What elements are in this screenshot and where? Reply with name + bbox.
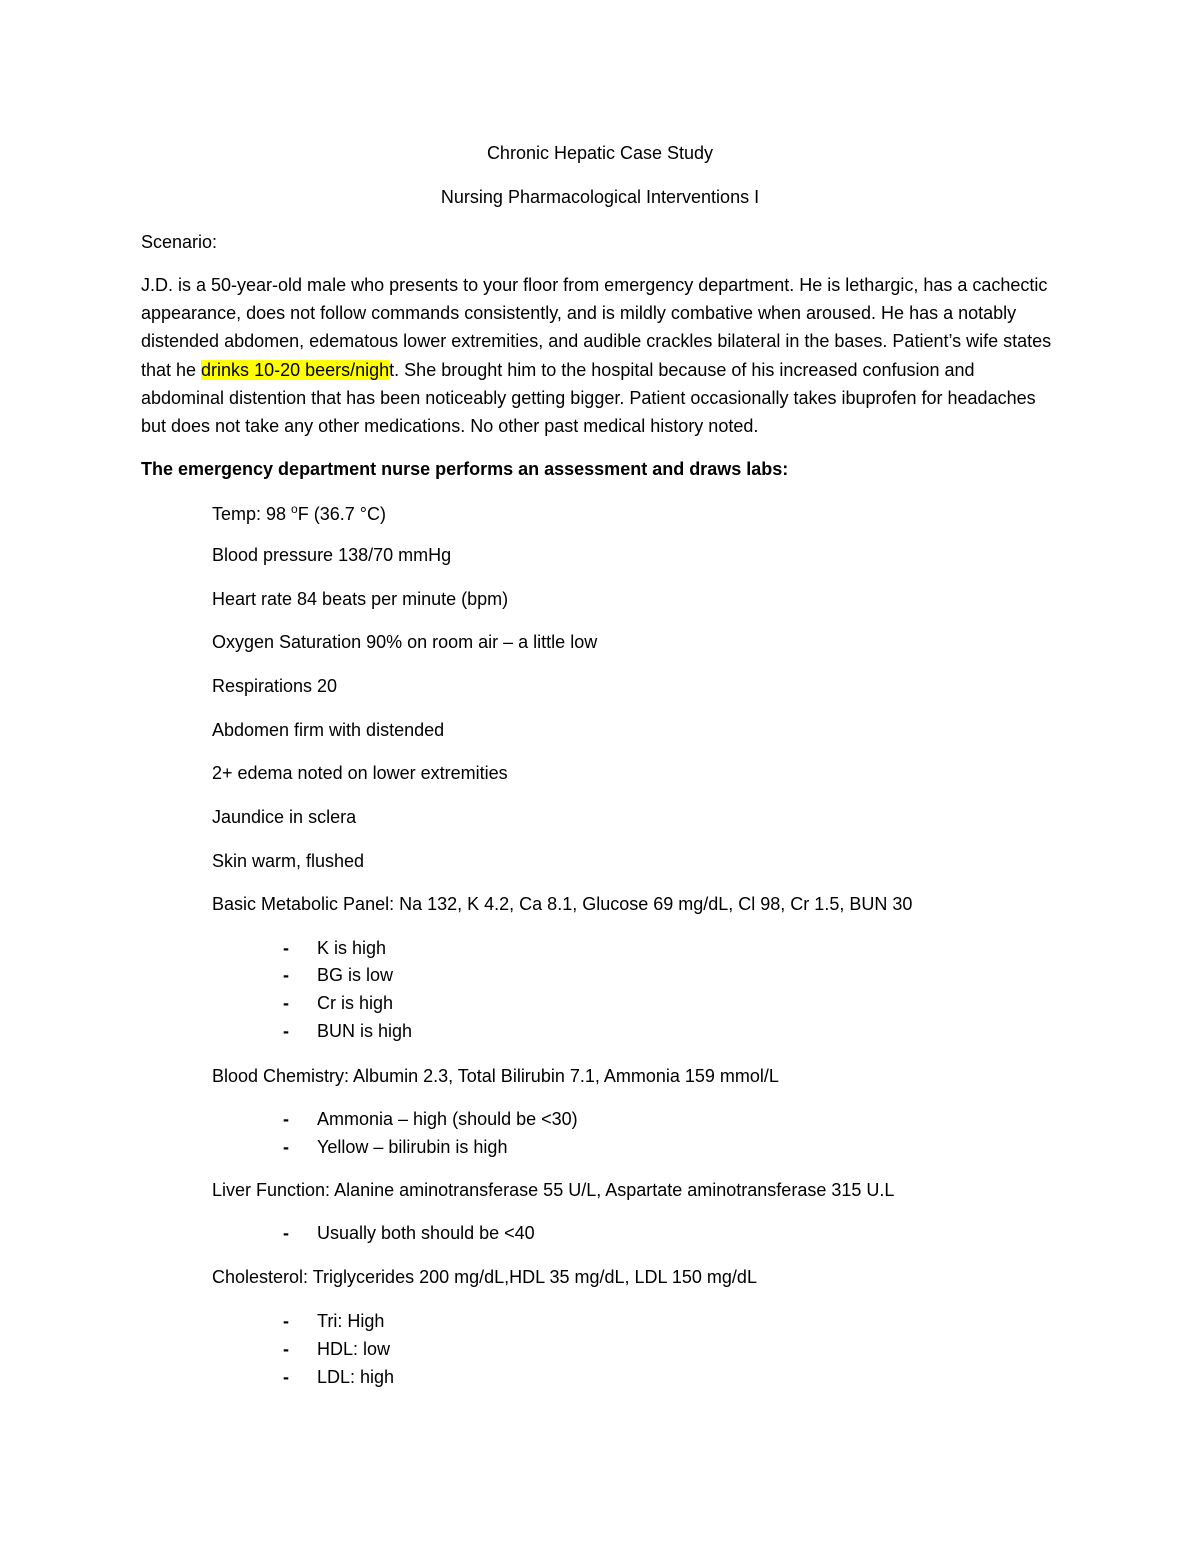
jaundice: Jaundice in sclera — [212, 807, 357, 827]
skin: Skin warm, flushed — [212, 851, 365, 871]
oxygen-saturation: Oxygen Saturation 90% on room air – a little low — [212, 632, 598, 652]
bullet-dash: - — [283, 1367, 289, 1387]
chemistry-note: Ammonia – high (should be <30) — [317, 1109, 578, 1129]
list-item — [283, 938, 386, 959]
bullet-dash: - — [283, 1311, 289, 1331]
bullet-dash: - — [283, 1339, 289, 1359]
edema: 2+ edema noted on lower extremities — [212, 763, 508, 783]
bmp-line: Basic Metabolic Panel: Na 132, K 4.2, Ca 8.1, Glucose 69 mg/dL, Cl 98, Cr 1.5, BUN 30 — [212, 894, 913, 914]
bullet-dash: - — [283, 1223, 289, 1243]
heart-rate: Heart rate 84 beats per minute (bpm) — [212, 589, 509, 609]
cholesterol-note: HDL: low — [317, 1339, 391, 1359]
cholesterol-note: LDL: high — [317, 1367, 395, 1387]
document-title: Chronic Hepatic Case Study — [486, 143, 714, 163]
assessment-heading: The emergency department nurse performs an assessment and draws labs: — [141, 459, 789, 479]
cholesterol-line: Cholesterol: Triglycerides 200 mg/dL,HDL 35 mg/dL, LDL 150 mg/dL — [212, 1267, 757, 1287]
list-item — [283, 993, 393, 1014]
bullet-dash: - — [283, 1137, 289, 1157]
blood-chemistry-line: Blood Chemistry: Albumin 2.3, Total Bilirubin 7.1, Ammonia 159 mmol/L — [212, 1066, 779, 1086]
list-item — [283, 965, 393, 986]
chemistry-note: Yellow – bilirubin is high — [317, 1137, 508, 1157]
temp-line — [212, 502, 386, 525]
list-item — [283, 1339, 390, 1360]
temp-suffix: F (36.7 °C) — [297, 504, 386, 524]
list-item — [283, 1137, 507, 1158]
abdomen: Abdomen firm with distended — [212, 720, 445, 740]
temp-prefix: Temp: 98 — [212, 504, 292, 524]
bullet-dash: - — [283, 1109, 289, 1129]
bullet-dash: - — [283, 1021, 289, 1041]
bmp-note: BUN is high — [317, 1021, 413, 1041]
bmp-note: Cr is high — [317, 993, 394, 1013]
blood-pressure: Blood pressure 138/70 mmHg — [212, 545, 452, 565]
bmp-note: BG is low — [317, 965, 394, 985]
scenario-text-after: t. She brought him to the hospital because of his increased confusion and abdominal distention that has been noticeably getting bigger. Patient occasionally takes ibuprofen for headaches but does not take any other medications. No other past medical history noted. — [141, 359, 1036, 437]
scenario-text-before: J.D. is a 50-year-old male who presents to your floor from emergency department. He is lethargic, has a cachectic appearance, does not follow commands consistently, and is mildly combative when aroused. He has a notably distended abdomen, edematous lower extremities, and audible crackles bilateral in the bases. Patient’s wife states that he — [141, 275, 1052, 380]
list-item — [283, 1109, 578, 1130]
scenario-label: Scenario: — [141, 232, 218, 252]
document-subtitle: Nursing Pharmacological Interventions I — [440, 187, 760, 207]
temp-degree: o — [291, 502, 298, 516]
scenario-paragraph — [141, 271, 1061, 440]
respirations: Respirations 20 — [212, 676, 338, 696]
bmp-note: K is high — [317, 938, 387, 958]
list-item — [283, 1367, 394, 1388]
bullet-dash: - — [283, 938, 289, 958]
list-item — [283, 1311, 384, 1332]
bullet-dash: - — [283, 993, 289, 1013]
highlighted-text: drinks 10-20 beers/nigh — [201, 359, 390, 380]
liver-note: Usually both should be <40 — [317, 1223, 535, 1243]
bullet-dash: - — [283, 965, 289, 985]
list-item — [283, 1223, 535, 1244]
list-item — [283, 1021, 412, 1042]
cholesterol-note: Tri: High — [317, 1311, 385, 1331]
liver-function-line: Liver Function: Alanine aminotransferase 55 U/L, Aspartate aminotransferase 315 U.L — [212, 1180, 895, 1200]
